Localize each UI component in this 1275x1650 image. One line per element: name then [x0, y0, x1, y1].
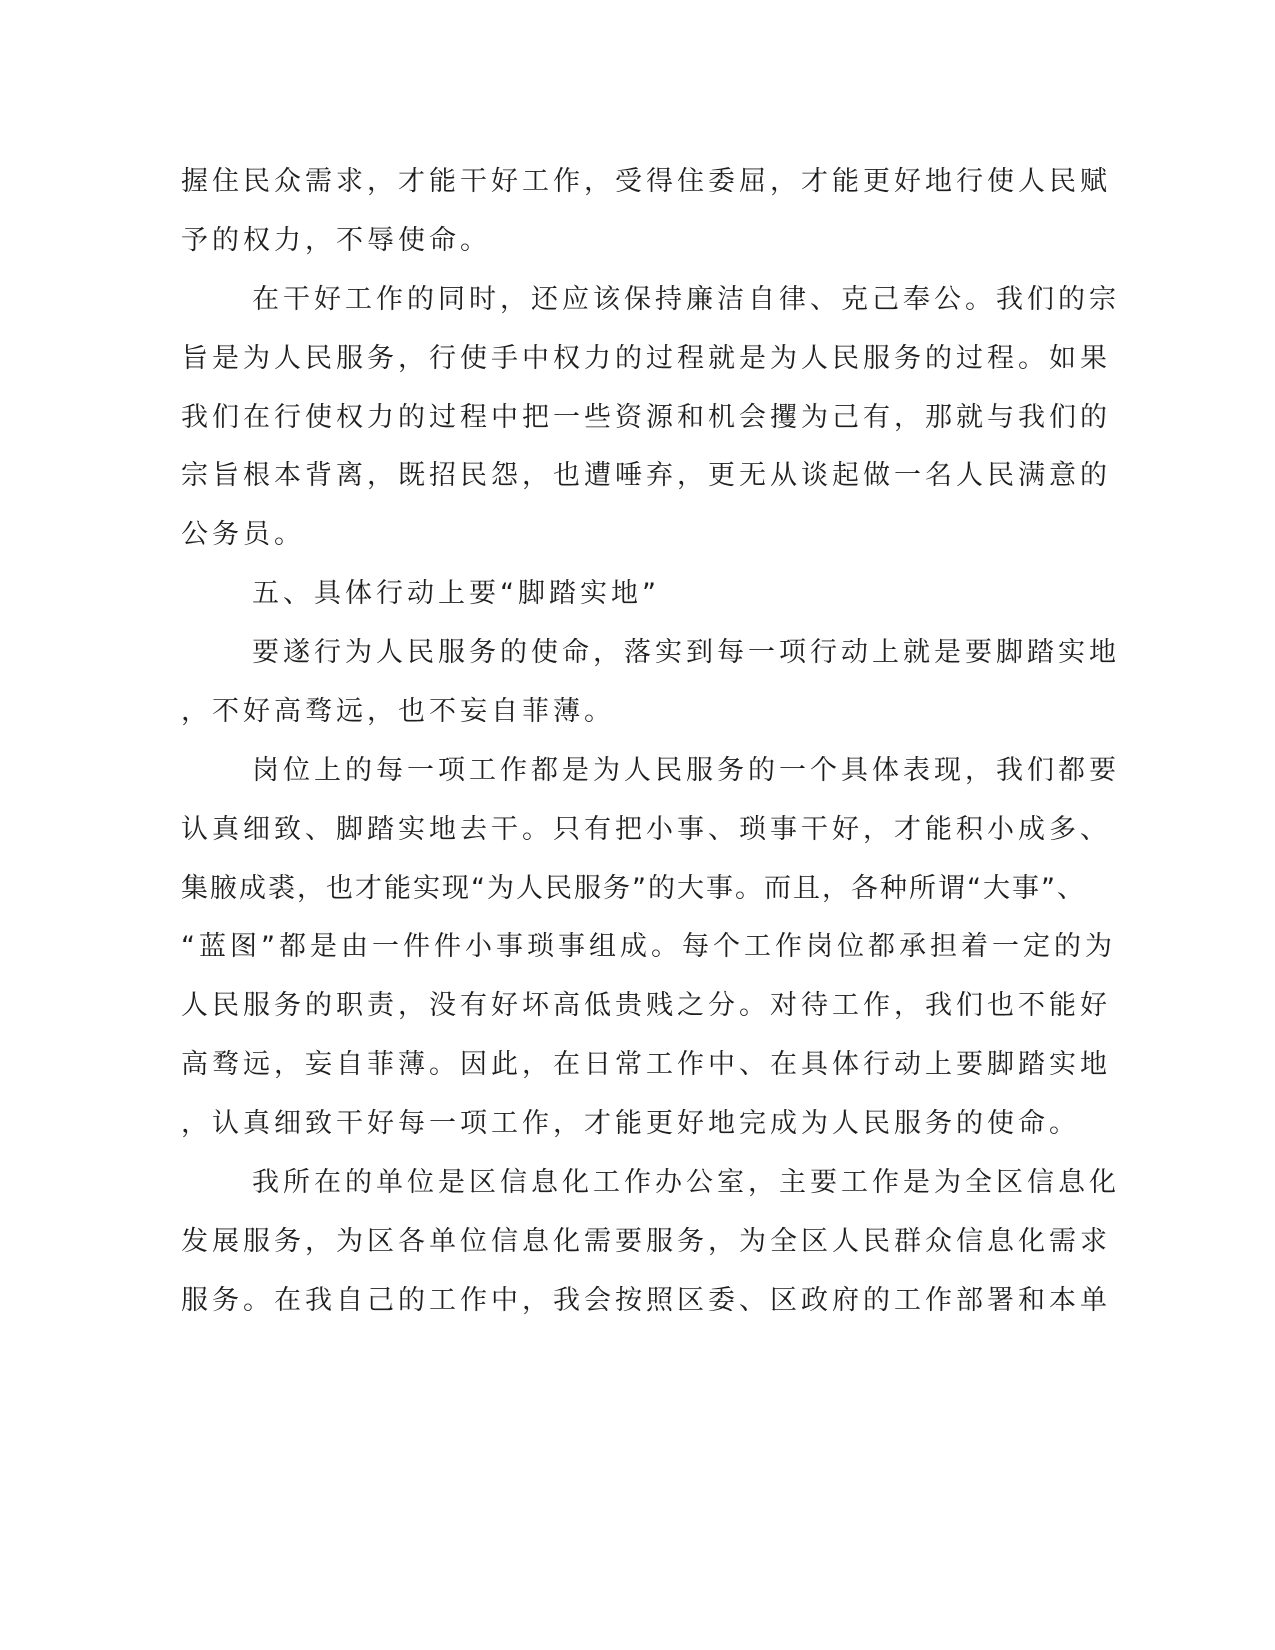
- text-line: “蓝图”都是由一件件小事琐事组成。每个工作岗位都承担着一定的为: [181, 931, 1116, 962]
- text-line: 要遂行为人民服务的使命，落实到每一项行动上就是要脚踏实地: [252, 637, 1120, 668]
- text-line: 握住民众需求，才能干好工作，受得住委屈，才能更好地行使人民赋: [181, 166, 1111, 197]
- section-heading: 五、具体行动上要“脚踏实地”: [252, 578, 660, 609]
- text-line: ，不好高骛远，也不妄自菲薄。: [181, 696, 615, 727]
- text-line: 旨是为人民服务，行使手中权力的过程就是为人民服务的过程。如果: [181, 343, 1111, 374]
- text-line: 我们在行使权力的过程中把一些资源和机会攫为己有，那就与我们的: [181, 402, 1111, 433]
- text-line: 认真细致、脚踏实地去干。只有把小事、琐事干好，才能积小成多、: [181, 814, 1111, 845]
- text-line: ，认真细致干好每一项工作，才能更好地完成为人民服务的使命。: [181, 1108, 1080, 1139]
- text-line: 高骛远，妄自菲薄。因此，在日常工作中、在具体行动上要脚踏实地: [181, 1049, 1111, 1080]
- text-line: 人民服务的职责，没有好坏高低贵贱之分。对待工作，我们也不能好: [181, 990, 1111, 1021]
- text-line: 我所在的单位是区信息化工作办公室，主要工作是为全区信息化: [252, 1167, 1120, 1198]
- text-line: 公务员。: [181, 519, 305, 550]
- text-line: 予的权力，不辱使命。: [181, 225, 491, 256]
- text-line: 服务。在我自己的工作中，我会按照区委、区政府的工作部署和本单: [181, 1285, 1111, 1316]
- text-line: 宗旨根本背离，既招民怨，也遭唾弃，更无从谈起做一名人民满意的: [181, 460, 1111, 491]
- text-line: 集腋成裘，也才能实现“为人民服务”的大事。而且，各种所谓“大事”、: [181, 873, 1086, 904]
- text-line: 在干好工作的同时，还应该保持廉洁自律、克己奉公。我们的宗: [252, 284, 1120, 315]
- text-line: 发展服务，为区各单位信息化需要服务，为全区人民群众信息化需求: [181, 1226, 1111, 1257]
- text-line: 岗位上的每一项工作都是为人民服务的一个具体表现，我们都要: [252, 755, 1120, 786]
